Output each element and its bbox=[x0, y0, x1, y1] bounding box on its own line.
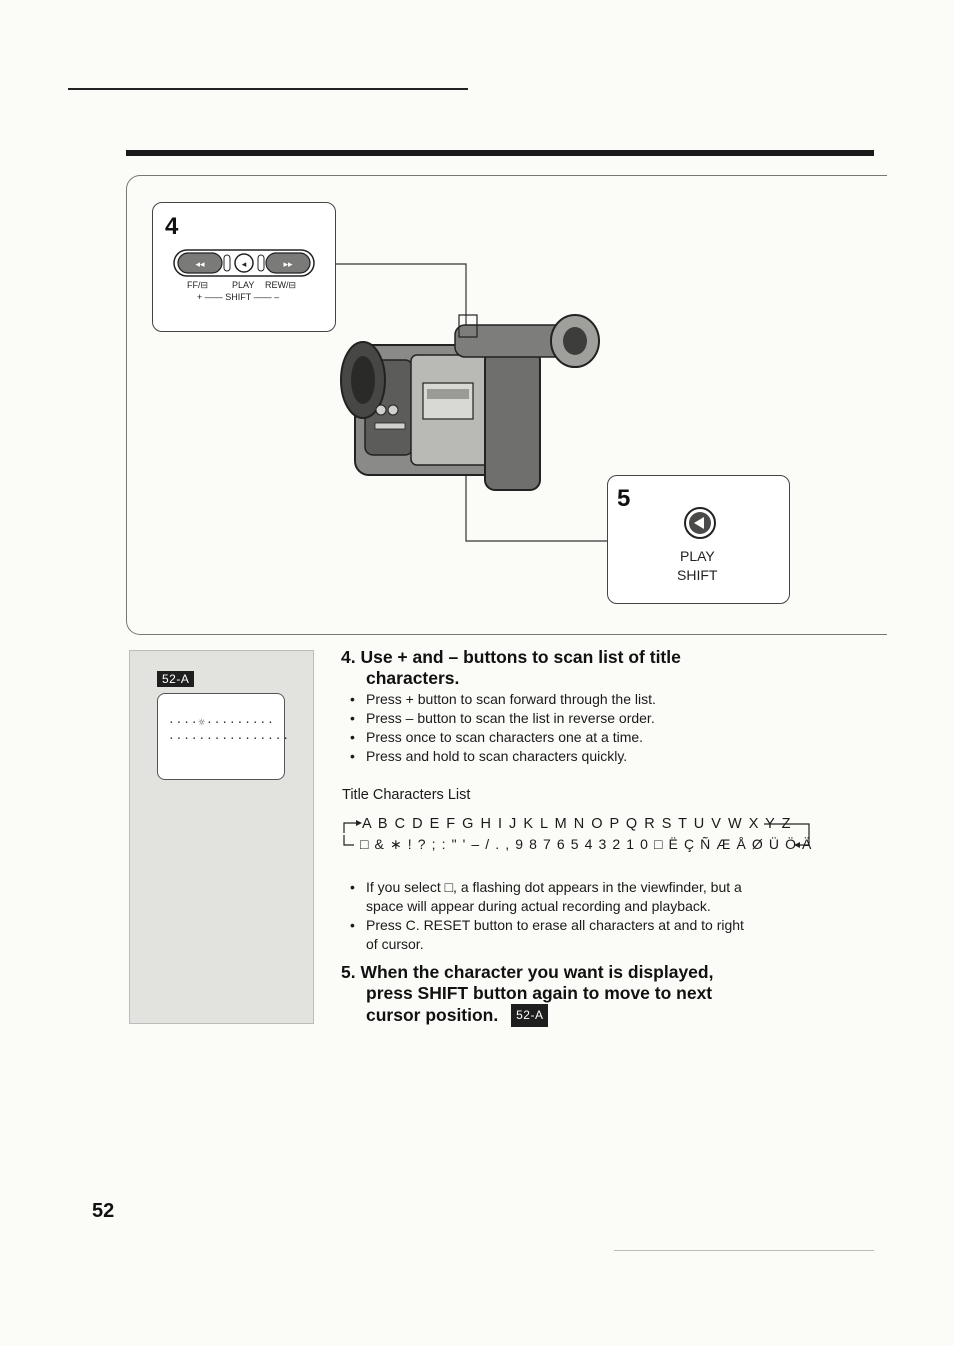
step4-number: 4 bbox=[165, 213, 179, 240]
play-shift-button-icon bbox=[683, 506, 717, 540]
title-characters-row2: □ & ∗ ! ? ; : " ' – / . , 9 8 7 6 5 4 3 2 1 0 □ Ë Ç Ñ Æ Å Ø Ü Ö Ä bbox=[360, 836, 813, 852]
step5-badge: 52-A bbox=[511, 1004, 548, 1027]
svg-text:◂: ◂ bbox=[241, 260, 247, 270]
step5-heading-line3: cursor position. 52-A bbox=[341, 1004, 713, 1027]
step5-callout bbox=[607, 475, 790, 604]
ff-label: FF/⊟ bbox=[187, 280, 209, 290]
list-item: • Press C. RESET button to erase all characters at and to right bbox=[350, 917, 744, 933]
list-item: • Press – button to scan the list in reverse order. bbox=[350, 710, 655, 726]
camcorder-illustration bbox=[335, 305, 610, 495]
bottom-rule bbox=[614, 1250, 874, 1251]
minus-label: – bbox=[274, 292, 280, 302]
list-item: • Press + button to scan forward through the list. bbox=[350, 691, 656, 707]
title-characters-row1: A B C D E F G H I J K L M N O P Q R S T U V W X Y Z bbox=[362, 816, 792, 832]
flashing-dot-row: ····☼········· bbox=[168, 716, 275, 729]
shuttle-buttons bbox=[173, 249, 315, 277]
rew-label: REW/⊟ bbox=[265, 280, 297, 290]
shift-row: + —— SHIFT —— – bbox=[197, 292, 280, 302]
notes bbox=[350, 878, 744, 954]
minus-box-icon: ⊟ bbox=[200, 280, 209, 290]
step5-heading-line2: press SHIFT button again to move to next bbox=[366, 983, 713, 1003]
page-number: 52 bbox=[92, 1200, 115, 1222]
step4-heading bbox=[341, 647, 681, 689]
list-item-continuation: space will appear during actual recording and playback. bbox=[366, 898, 711, 914]
step4-heading-line1: 4. Use + and – buttons to scan list of title bbox=[341, 647, 681, 667]
badge-label: 52-A bbox=[157, 671, 194, 687]
list-item: • Press once to scan characters one at a time. bbox=[350, 729, 644, 745]
viewfinder-display bbox=[157, 693, 290, 780]
svg-text:◂◂: ◂◂ bbox=[195, 260, 205, 270]
shift-label: SHIFT bbox=[225, 292, 252, 302]
play-label: PLAY bbox=[680, 548, 715, 564]
shift-label: SHIFT bbox=[677, 567, 718, 583]
title-characters-label: Title Characters List bbox=[342, 787, 471, 803]
step5-heading-line1: 5. When the character you want is displayed, bbox=[341, 962, 714, 982]
list-item-continuation: of cursor. bbox=[366, 936, 424, 952]
step4-bullets bbox=[350, 690, 656, 766]
list-item: • If you select □, a flashing dot appears in the viewfinder, but a bbox=[350, 879, 742, 895]
svg-text:▸▸: ▸▸ bbox=[283, 260, 293, 270]
list-item: • Press and hold to scan characters quickly. bbox=[350, 748, 628, 764]
plus-label: + bbox=[197, 292, 203, 302]
sidebar-badge bbox=[157, 670, 194, 688]
dot-row: ················ bbox=[168, 732, 290, 745]
step4-callout bbox=[152, 202, 336, 332]
step4-heading-line2: characters. bbox=[366, 668, 460, 688]
flashing-cursor-icon: ☼ bbox=[198, 716, 207, 729]
step5-heading bbox=[341, 962, 713, 1027]
minus-box-icon: ⊟ bbox=[288, 280, 297, 290]
step5-number: 5 bbox=[617, 485, 631, 512]
play-label: PLAY bbox=[232, 280, 255, 290]
